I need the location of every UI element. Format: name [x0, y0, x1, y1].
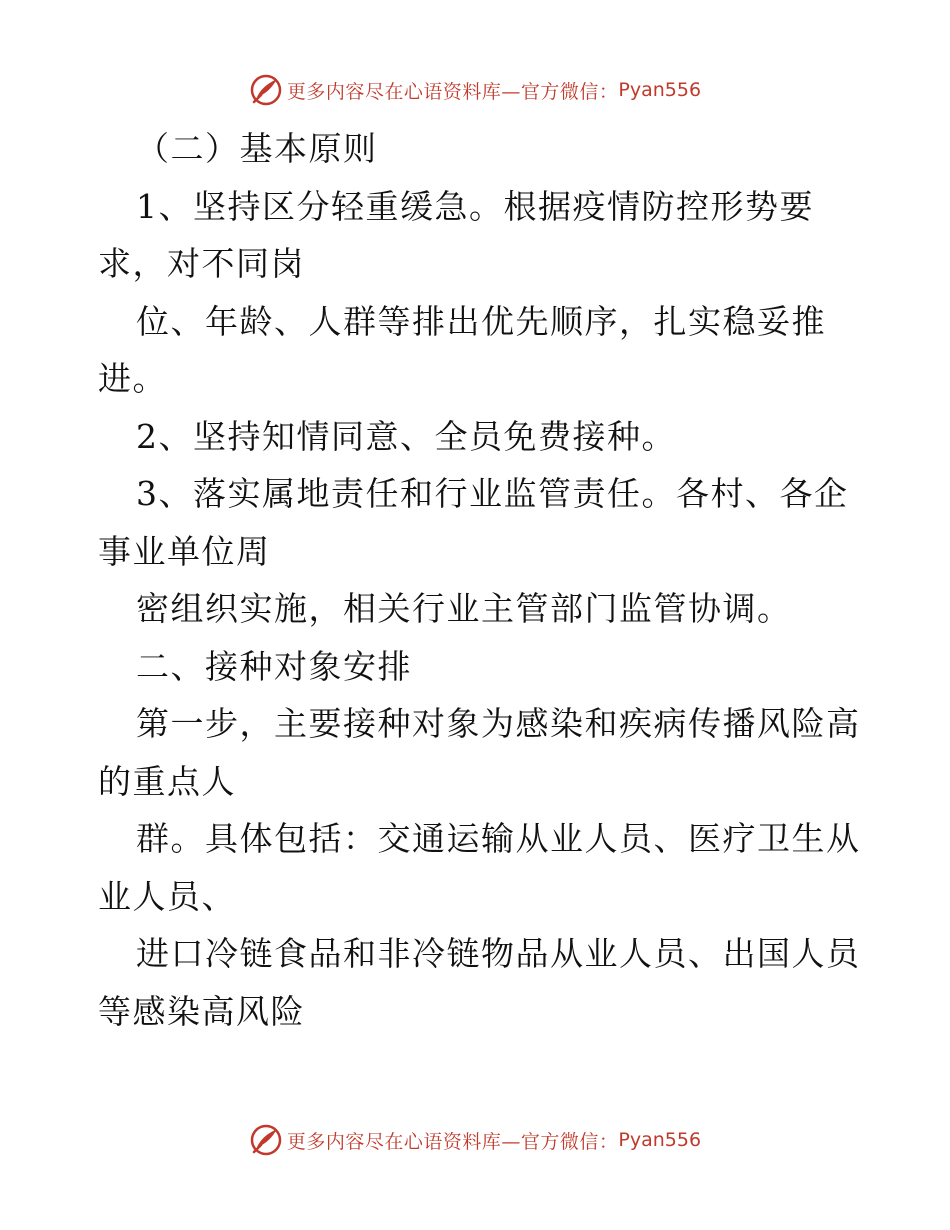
paragraph-line: 等感染高风险: [98, 991, 305, 1031]
document-body: [98, 120, 861, 1040]
paragraph-line: 进。: [98, 359, 167, 398]
paragraph-line: 2、坚持知情同意、全员免费接种。: [136, 416, 676, 456]
section-heading: 二、接种对象安排: [136, 646, 412, 686]
paragraph-line: 进口冷链食品和非冷链物品从业人员、出国人员: [136, 934, 861, 973]
quill-logo-icon: [249, 1123, 283, 1157]
banner-text: 更多内容尽在心语资料库—官方微信：: [286, 80, 619, 103]
paragraph-line: 业人员、: [98, 876, 236, 916]
paragraph-line: 的重点人: [98, 761, 236, 801]
wechat-id: Pyan556: [618, 79, 702, 101]
paragraph-line: 密组织实施，相关行业主管部门监管协调。: [136, 589, 792, 628]
paragraph-line: 事业单位周: [98, 531, 271, 571]
paragraph-line: 1、坚持区分轻重缓急。根据疫情防控形势要: [136, 186, 814, 226]
paragraph-line: 求，对不同岗: [98, 244, 305, 283]
footer-banner: [0, 1120, 950, 1160]
banner-text: 更多内容尽在心语资料库—官方微信：: [286, 1130, 619, 1153]
section-heading: （二）基本原则: [136, 129, 378, 168]
paragraph-line: 3、落实属地责任和行业监管责任。各村、各企: [136, 474, 849, 513]
paragraph-line: 第一步，主要接种对象为感染和疾病传播风险高: [136, 704, 861, 743]
quill-logo-icon: [249, 73, 283, 107]
header-banner: [0, 70, 950, 110]
wechat-id: Pyan556: [618, 1129, 702, 1151]
paragraph-line: 群。具体包括：交通运输从业人员、医疗卫生从: [136, 819, 861, 858]
paragraph-line: 位、年龄、人群等排出优先顺序，扎实稳妥推: [136, 301, 826, 341]
